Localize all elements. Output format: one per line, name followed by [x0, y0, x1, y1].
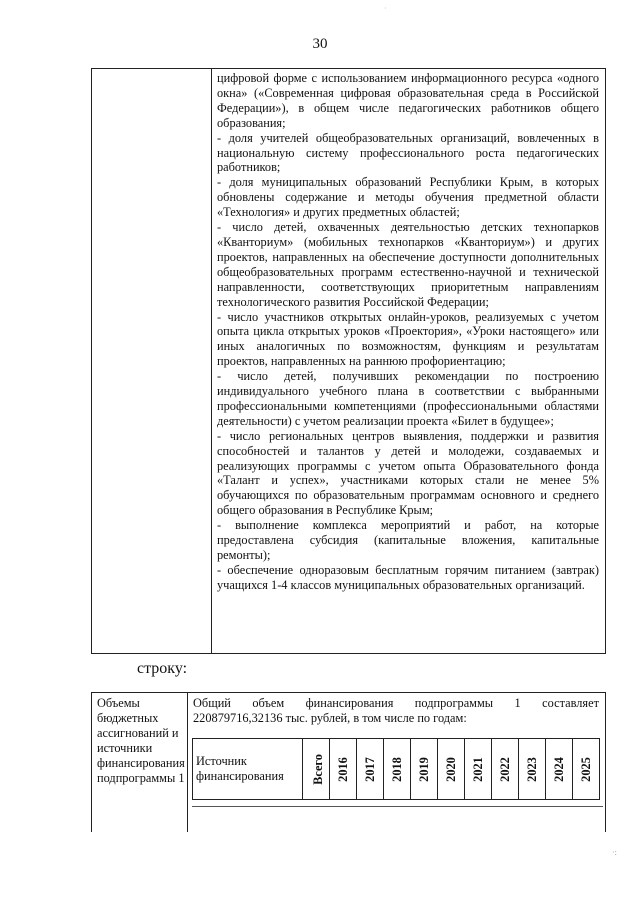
year-header: 2020 — [443, 756, 458, 782]
year-header-cell — [492, 739, 519, 800]
indicator-paragraph: - число детей, получивших рекомендации по построению индивидуального учебного плана в соответствии с выбранными профессиональными компетенциями (профессиональными областями деятельности) с учетом реализации проекта «Билет в будущее»; — [217, 369, 599, 428]
column-divider — [187, 693, 188, 832]
year-header-cell — [411, 739, 438, 800]
indicator-paragraph: цифровой форме с использованием информационного ресурса «одного окна» («Современная цифровая образовательная среда в Российской Федерации»), в общем числе педагогических работников общего образования; — [217, 71, 599, 130]
financing-text: Общий объем финансирования подпрограммы 1 составляет 220879716,32136 тыс. рублей, в том числе по годам: — [193, 696, 599, 725]
scan-speck: · — [384, 4, 387, 13]
funding-years-table — [192, 738, 600, 800]
year-header: 2018 — [389, 756, 404, 782]
indicator-paragraph: - число участников открытых онлайн-уроков, реализуемых с учетом опыта цикла открытых уроков «Проектория», «Уроки настоящего» или иных аналогичных по возможностям, функциям и результатам проектов, направленных на раннюю профориентацию; — [217, 309, 599, 369]
year-header-cell — [330, 739, 357, 800]
year-header: 2025 — [578, 756, 593, 782]
year-header: 2019 — [416, 756, 431, 782]
year-header: 2022 — [497, 756, 512, 782]
total-header: Всего — [310, 753, 325, 785]
funding-header-row — [193, 739, 600, 800]
indicator-paragraph: - выполнение комплекса мероприятий и работ, на которые предоставлена субсидия (капитальные вложения, капитальные ремонты); — [217, 518, 599, 562]
stroku-label: строку: — [137, 660, 188, 677]
column-divider — [211, 69, 212, 653]
page-number: 30 — [312, 36, 328, 52]
year-header-cell — [384, 739, 411, 800]
table-rule — [192, 806, 603, 807]
total-header-cell — [303, 739, 330, 800]
year-header: 2016 — [335, 756, 350, 782]
funding-row-label: Объемы бюджетных ассигнований и источники финансирования подпрограммы 1 — [97, 696, 185, 785]
year-header: 2021 — [470, 756, 485, 782]
indicator-paragraph: - доля муниципальных образований Республики Крым, в которых обновлены содержание и методы обучения предметной области «Технология» и других предметных областей; — [217, 175, 599, 220]
scan-speck: ·: — [612, 848, 617, 857]
indicator-paragraph: - число региональных центров выявления, поддержки и развития способностей и талантов у детей и молодежи, создаваемых и реализующих программы с учетом опыта Образовательного фонда «Талант и успех», участниками которых стали не менее 5% обучающихся по образовательным программам основного и среднего общего образования в Республике Крым; — [217, 428, 599, 518]
source-header: Источник финансирования — [193, 739, 303, 800]
year-header: 2023 — [524, 756, 539, 782]
indicator-paragraph: - обеспечение одноразовым бесплатным горячим питанием (завтрак) учащихся 1-4 классов муниципальных образовательных организаций. — [217, 562, 599, 592]
funding-table — [91, 692, 606, 832]
indicator-paragraph: - доля учителей общеобразовательных организаций, вовлеченных в национальную систему профессионального роста педагогических работников; — [217, 130, 599, 175]
year-header-cell — [519, 739, 546, 800]
year-header-cell — [438, 739, 465, 800]
year-header-cell — [546, 739, 573, 800]
program-indicators-table — [91, 68, 606, 654]
year-header-cell — [357, 739, 384, 800]
indicator-paragraph: - число детей, охваченных деятельностью детских технопарков «Кванториум» (мобильных технопарков «Кванториум») и других проектов, направленных на обеспечение доступности дополнительных общеобразовательных программ естественно-научной и технической направленности, соответствующих приоритетным направлениям технологического развития Российской Федерации; — [217, 220, 599, 309]
year-header-cell — [573, 739, 600, 800]
indicators-cell — [217, 71, 599, 593]
year-header: 2024 — [551, 756, 566, 782]
year-header: 2017 — [362, 756, 377, 782]
year-header-cell — [465, 739, 492, 800]
